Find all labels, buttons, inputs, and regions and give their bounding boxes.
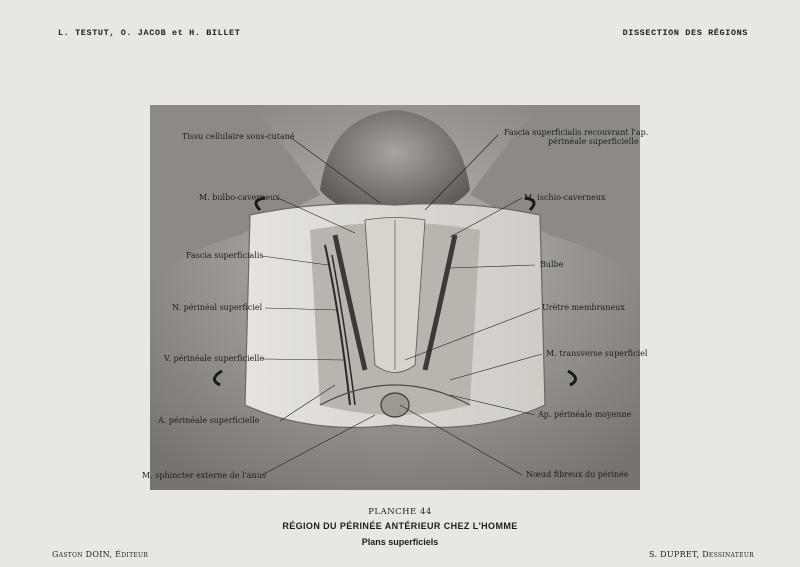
running-header-authors: L. TESTUT, O. JACOB et H. BILLET: [58, 28, 241, 38]
label-ischio-caverneux: M. ischio-caverneux: [524, 193, 606, 202]
label-fascia-ap-line1: Fascia superficialis recouvrant l'ap.: [504, 128, 649, 137]
label-uretre-membraneux: Urètre membraneux: [542, 303, 625, 312]
anatomical-plate-illustration: [142, 105, 649, 490]
label-ap-perineale-moyenne: Ap. périnéale moyenne: [538, 410, 632, 419]
label-bulbe: Bulbe: [540, 260, 564, 269]
label-sphincter: M. sphincter externe de l'anus: [142, 471, 266, 480]
footer-publisher: Gaston DOIN, Éditeur: [52, 550, 149, 559]
label-tissu-cellulaire: Tissu cellulaire sous-cutané: [182, 132, 295, 141]
label-bulbo-caverneux: M. bulbo-caverneux: [199, 193, 280, 202]
label-transverse-superficiel: M. transverse superficiel: [546, 349, 648, 358]
label-noeud-fibreux: Nœud fibreux du périnée: [526, 470, 629, 479]
label-veine-perineale: V. périnéale superficielle: [164, 354, 265, 363]
plate-number: PLANCHE 44: [368, 507, 432, 517]
anus: [381, 393, 409, 417]
label-fascia-ap-line2: périnéale superficielle: [548, 137, 639, 146]
footer-artist: S. DUPRET, Dessinateur: [648, 550, 754, 559]
plate-subtitle: Plans superficiels: [361, 537, 439, 547]
label-fascia-superficialis: Fascia superficialis: [186, 251, 264, 260]
perineum-drawing: [150, 105, 640, 490]
running-header-section: DISSECTION DES RÉGIONS: [622, 28, 748, 38]
label-artere-perineale: A. périnéale superficielle: [158, 416, 260, 425]
plate-title: RÉGION DU PÉRINÉE ANTÉRIEUR CHEZ L'HOMME: [282, 521, 518, 531]
label-nerf-perineal: N. périnéal superficiel: [172, 303, 263, 312]
